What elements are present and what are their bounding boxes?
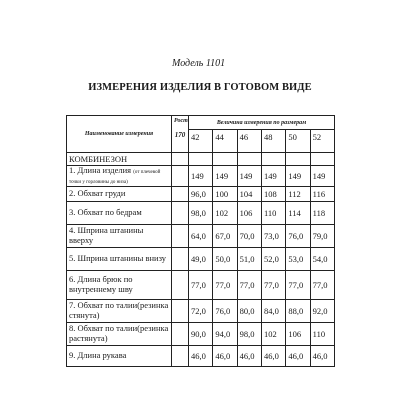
value-cell: 118 — [310, 201, 334, 224]
row-name: 4. Шприна штанины вверху — [67, 224, 172, 247]
value-cell: 46,0 — [310, 345, 334, 366]
value-cell: 64,0 — [189, 224, 213, 247]
value-cell: 104 — [237, 186, 261, 201]
value-cell: 49,0 — [189, 247, 213, 270]
table-row — [67, 270, 335, 299]
rost-cell — [172, 322, 189, 345]
value-cell: 72,0 — [189, 299, 213, 322]
value-cell: 94,0 — [213, 322, 237, 345]
row-name: 5. Шприна штанины внизу — [67, 247, 172, 270]
table-row — [67, 201, 335, 224]
table-row — [67, 299, 335, 322]
value-cell: 77,0 — [261, 270, 285, 299]
value-cell: 98,0 — [237, 322, 261, 345]
model-label: Модель 1101 — [172, 58, 226, 69]
size-header: 48 — [261, 130, 285, 153]
measurements-table — [66, 115, 335, 367]
value-cell: 77,0 — [237, 270, 261, 299]
header-rost-label: Рост — [174, 118, 188, 124]
row-name: 8. Обхват по талии(резинка растянута) — [67, 322, 172, 345]
row-name: 2. Обхват груди — [67, 186, 172, 201]
value-cell: 108 — [261, 186, 285, 201]
value-cell: 149 — [286, 166, 310, 187]
value-cell: 88,0 — [286, 299, 310, 322]
value-cell: 77,0 — [213, 270, 237, 299]
table-row — [67, 186, 335, 201]
value-cell: 84,0 — [261, 299, 285, 322]
page-heading: ИЗМЕРЕНИЯ ИЗДЕЛИЯ В ГОТОВОМ ВИДЕ — [88, 82, 312, 93]
value-cell: 102 — [213, 201, 237, 224]
value-cell: 73,0 — [261, 224, 285, 247]
value-cell: 77,0 — [286, 270, 310, 299]
value-cell: 100 — [213, 186, 237, 201]
value-cell: 106 — [237, 201, 261, 224]
row-name: 3. Обхват по бедрам — [67, 201, 172, 224]
value-cell: 51,0 — [237, 247, 261, 270]
value-cell: 46,0 — [213, 345, 237, 366]
value-cell: 92,0 — [310, 299, 334, 322]
header-rost-value: 170 — [174, 130, 186, 139]
value-cell: 149 — [213, 166, 237, 187]
table-row — [67, 166, 335, 187]
header-rost — [172, 116, 189, 153]
size-header: 44 — [213, 130, 237, 153]
value-cell: 102 — [261, 322, 285, 345]
value-cell: 77,0 — [189, 270, 213, 299]
value-cell: 70,0 — [237, 224, 261, 247]
value-cell: 52,0 — [261, 247, 285, 270]
value-cell: 149 — [261, 166, 285, 187]
rost-cell — [172, 345, 189, 366]
row-name: 7. Обхват по талии(резинка стянута) — [67, 299, 172, 322]
value-cell: 149 — [237, 166, 261, 187]
value-cell: 90,0 — [189, 322, 213, 345]
section-title: КОМБИНЕЗОН — [67, 153, 172, 166]
header-sizes: Величина измерения по размерам — [189, 116, 335, 130]
rost-cell — [172, 270, 189, 299]
size-header: 50 — [286, 130, 310, 153]
value-cell: 76,0 — [213, 299, 237, 322]
row-name: 6. Длина брюк по внутреннему шву — [67, 270, 172, 299]
size-header: 52 — [310, 130, 334, 153]
value-cell: 106 — [286, 322, 310, 345]
value-cell: 149 — [310, 166, 334, 187]
value-cell: 149 — [189, 166, 213, 187]
value-cell: 46,0 — [261, 345, 285, 366]
value-cell: 96,0 — [189, 186, 213, 201]
header-measurement-name: Наименование измерения — [67, 116, 172, 153]
value-cell: 98,0 — [189, 201, 213, 224]
value-cell: 46,0 — [237, 345, 261, 366]
rost-cell — [172, 201, 189, 224]
value-cell: 76,0 — [286, 224, 310, 247]
value-cell: 110 — [310, 322, 334, 345]
value-cell: 79,0 — [310, 224, 334, 247]
value-cell: 46,0 — [286, 345, 310, 366]
rost-cell — [172, 247, 189, 270]
value-cell: 110 — [261, 201, 285, 224]
table-row — [67, 247, 335, 270]
table-row — [67, 345, 335, 366]
rost-cell — [172, 166, 189, 187]
value-cell: 77,0 — [310, 270, 334, 299]
value-cell: 46,0 — [189, 345, 213, 366]
value-cell: 112 — [286, 186, 310, 201]
value-cell: 67,0 — [213, 224, 237, 247]
value-cell: 80,0 — [237, 299, 261, 322]
value-cell: 116 — [310, 186, 334, 201]
rost-cell — [172, 224, 189, 247]
rost-cell — [172, 186, 189, 201]
size-header: 42 — [189, 130, 213, 153]
value-cell: 50,0 — [213, 247, 237, 270]
rost-cell — [172, 299, 189, 322]
row-name: 1. Длина изделия (от плечевой точки у горловины до низа) — [67, 166, 172, 187]
row-name: 9. Длина рукава — [67, 345, 172, 366]
row-note: (от плечевой точки у горловины до низа) — [69, 170, 161, 185]
size-header: 46 — [237, 130, 261, 153]
table-row — [67, 224, 335, 247]
value-cell: 54,0 — [310, 247, 334, 270]
table-row — [67, 322, 335, 345]
value-cell: 114 — [286, 201, 310, 224]
value-cell: 53,0 — [286, 247, 310, 270]
